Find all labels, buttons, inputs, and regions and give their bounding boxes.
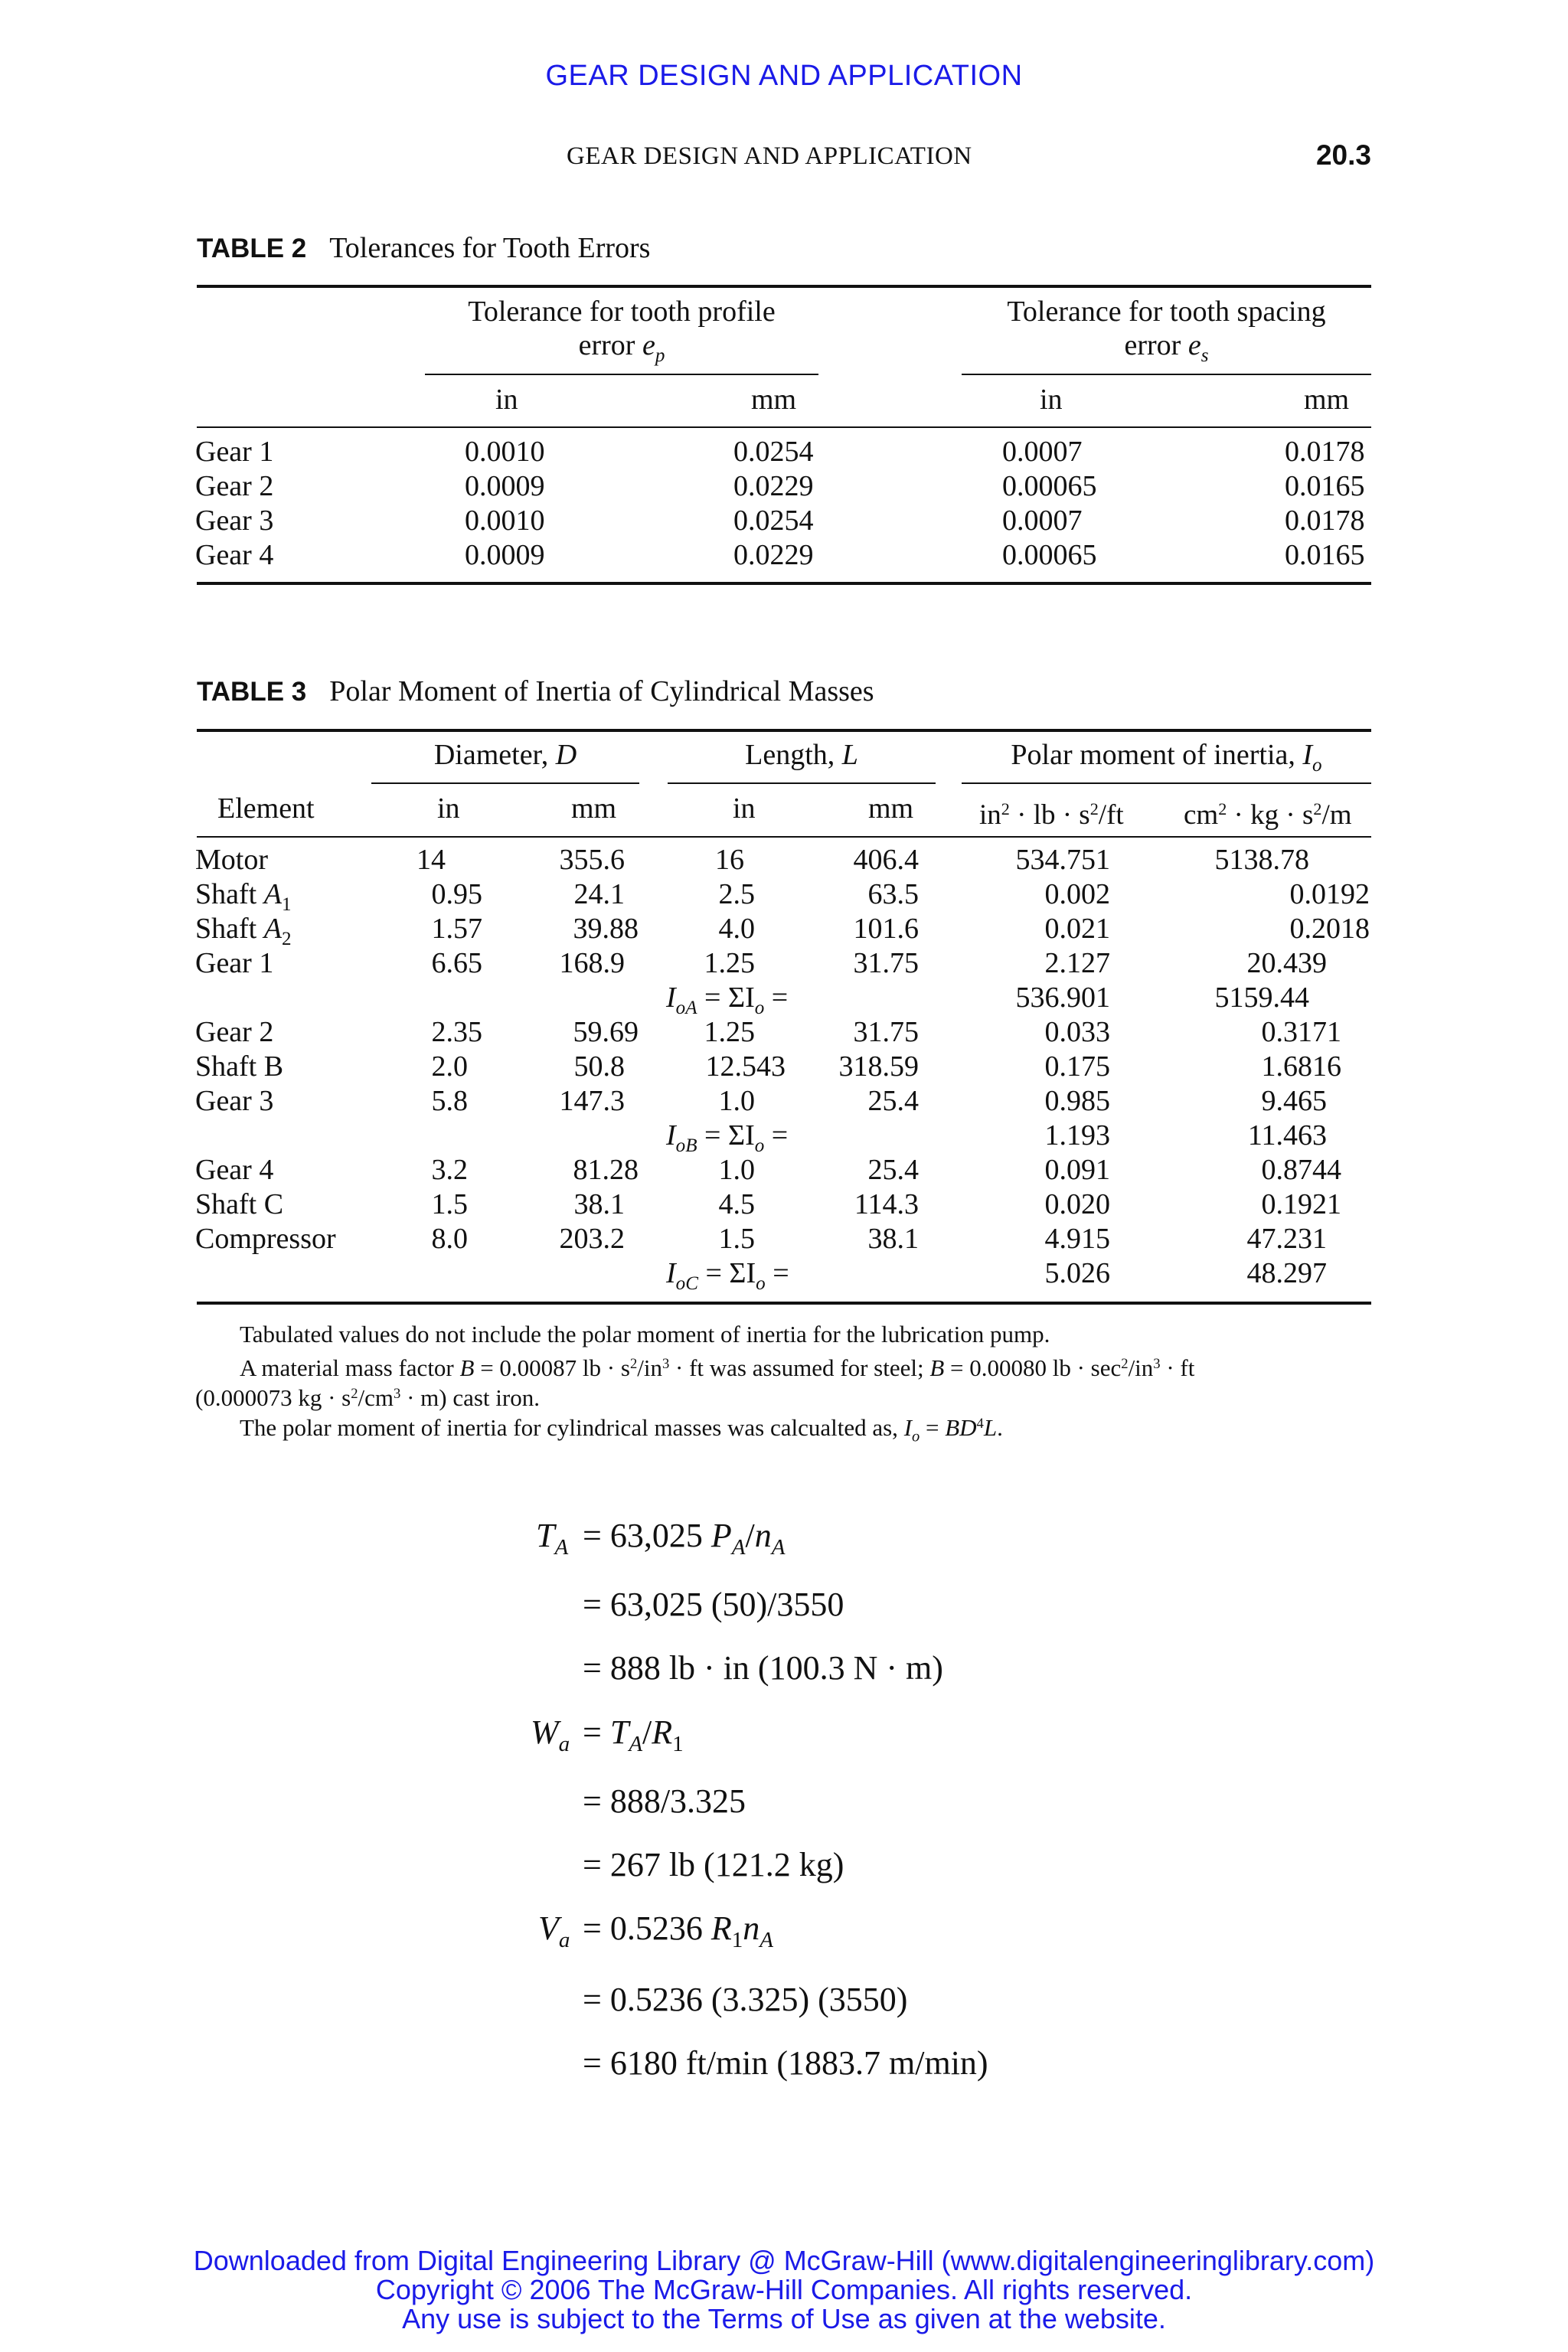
table2-row-label: Gear 1 — [195, 436, 274, 468]
table3-cell: 1.6816 — [1261, 1050, 1341, 1083]
table3-bottom-rule — [197, 1302, 1371, 1305]
table3-unit-si — [1184, 792, 1352, 832]
table3-cell: 0.020 — [1044, 1188, 1110, 1220]
table3-cell: 16 — [715, 844, 744, 876]
sum-subscript: oA — [675, 997, 697, 1018]
table2-unit-mm-2: mm — [1304, 384, 1350, 416]
note-text: A material mass factor — [240, 1354, 460, 1382]
table3-cell: 0.091 — [1044, 1154, 1110, 1186]
eq-subscript: A — [554, 1535, 569, 1560]
table3-label: TABLE 3 — [197, 677, 307, 707]
table3-cell: 47.231 — [1246, 1223, 1327, 1255]
table3-element: Gear 3 — [195, 1085, 274, 1117]
table2-group-spacing-subscript: s — [1200, 345, 1209, 366]
eq-symbol: R — [652, 1713, 673, 1751]
page-number: 20.3 — [1315, 139, 1371, 171]
note-text: = 0.00080 lb · sec — [944, 1354, 1122, 1382]
table3-cell: 0.0192 — [1289, 878, 1370, 910]
table2-cell: 0.00065 — [1002, 470, 1097, 502]
table2-bottom-rule — [197, 582, 1371, 585]
table3-note-3 — [195, 1379, 540, 1413]
unit-sup: 2 — [1218, 799, 1227, 818]
table2-group-spacing-symbol: e — [1187, 329, 1201, 361]
unit-sup: 2 — [1089, 799, 1099, 818]
table3-cell: 0.175 — [1044, 1050, 1110, 1083]
eq-subscript: A — [760, 1928, 773, 1953]
table3-cell: 63.5 — [867, 878, 919, 910]
table2-group-spacing-line2 — [962, 328, 1371, 373]
unit-text: cm — [1184, 799, 1219, 831]
table2-cell: 0.0010 — [465, 505, 545, 537]
table3-title: Polar Moment of Inertia of Cylindrical Masses — [329, 675, 874, 707]
equation-va-line-3: = 6180 ft/min (1883.7 m/min) — [583, 2044, 988, 2082]
footer-download-link[interactable]: Downloaded from Digital Engineering Library @ McGraw-Hill (www.digitalengineeringlibrary.com) — [193, 2245, 1375, 2276]
table3-cell: 4.5 — [718, 1188, 755, 1220]
table3-cell: 2.127 — [1044, 947, 1110, 979]
table3-group-length-symbol: L — [841, 739, 858, 771]
table3-cell: 24.1 — [573, 878, 625, 910]
table3-cell: 1.193 — [1044, 1119, 1110, 1152]
note-subscript: o — [912, 1428, 920, 1446]
running-head: GEAR DESIGN AND APPLICATION — [567, 142, 972, 170]
table2-group-profile-line1: Tolerance for tooth profile — [468, 296, 776, 328]
note-sup: 2 — [629, 1356, 638, 1372]
sum-equation-tail: = — [764, 1119, 789, 1152]
note-symbol: BD — [945, 1414, 977, 1442]
table3-cell: 81.28 — [573, 1154, 639, 1186]
note-text: . — [997, 1414, 1003, 1442]
table3-cell: 20.439 — [1246, 947, 1327, 979]
table3-cell: 0.2018 — [1289, 913, 1370, 945]
table3-group-length — [668, 738, 936, 773]
table3-sum-label — [666, 1256, 789, 1301]
table3-cell: 5138.78 — [1214, 844, 1309, 876]
unit-text: /m — [1321, 799, 1352, 831]
top-link[interactable]: GEAR DESIGN AND APPLICATION — [545, 60, 1023, 92]
equation-va-lhs — [538, 1909, 570, 1959]
table3-group-inertia-rule — [962, 782, 1371, 784]
table3-element: Shaft C — [195, 1188, 284, 1220]
table2-cell: 0.0165 — [1285, 539, 1365, 571]
table3-cell: 48.297 — [1246, 1257, 1327, 1289]
unit-text: · lb · s — [1009, 799, 1090, 831]
eq-subscript: a — [558, 1732, 570, 1757]
equation-va-line-2: = 0.5236 (3.325) (3550) — [583, 1981, 908, 2018]
table2-group-profile-text: error — [578, 329, 642, 361]
table3-cell: 38.1 — [573, 1188, 625, 1220]
sum-equation: = ΣI — [697, 1119, 755, 1152]
eq-symbol: T — [609, 1713, 629, 1751]
table3-cell: 5.8 — [431, 1085, 468, 1117]
table2-cell: 0.0229 — [733, 539, 814, 571]
equation-wa-line-3: = 267 lb (121.2 kg) — [583, 1846, 844, 1883]
eq-symbol: T — [536, 1517, 555, 1554]
table3-group-diameter-rule — [371, 782, 639, 784]
table2-cell: 0.0007 — [1002, 505, 1083, 537]
table2-row-label: Gear 4 — [195, 539, 274, 571]
unit-text: · kg · s — [1227, 799, 1314, 831]
table3-group-diameter-text: Diameter, — [433, 739, 556, 771]
table2-unit-mm-1: mm — [751, 384, 797, 416]
note-symbol: L — [983, 1414, 998, 1442]
table2-cell: 0.0009 — [465, 539, 545, 571]
note-text: · ft was assumed for steel; — [669, 1354, 930, 1382]
table3-unit-d-mm: mm — [571, 792, 617, 825]
element-text: Shaft — [195, 913, 264, 945]
table3-cell: 5.026 — [1044, 1257, 1110, 1289]
table3-note-4 — [240, 1409, 1003, 1452]
element-subscript: 1 — [281, 893, 292, 915]
table2-cell: 0.0178 — [1285, 505, 1365, 537]
sum-equation: = ΣI — [697, 982, 755, 1014]
table3-cell: 2.35 — [431, 1016, 482, 1048]
table3-cell: 2.5 — [718, 878, 755, 910]
table3-cell: 25.4 — [867, 1085, 919, 1117]
table2-group-profile — [425, 295, 818, 373]
table3-header-rule — [197, 836, 1371, 838]
table3-cell: 1.5 — [431, 1188, 468, 1220]
eq-text: = 0.5236 — [583, 1909, 711, 1947]
table3-cell: 534.751 — [1015, 844, 1110, 876]
equation-ta-line-3: = 888 lb · in (100.3 N · m) — [583, 1649, 943, 1687]
table3-cell: 355.6 — [559, 844, 625, 876]
table3-cell: 0.95 — [431, 878, 482, 910]
note-sup: 3 — [394, 1386, 401, 1402]
table2-title: Tolerances for Tooth Errors — [329, 232, 651, 264]
eq-subscript: A — [771, 1535, 786, 1560]
table2-header-rule — [197, 426, 1371, 428]
table3-cell: 0.8744 — [1261, 1154, 1341, 1186]
eq-text: / — [745, 1517, 755, 1554]
table3-group-length-text: Length, — [745, 739, 842, 771]
sum-equation-subscript: o — [754, 997, 765, 1018]
table3-cell: 318.59 — [838, 1050, 919, 1083]
eq-subscript: A — [629, 1732, 643, 1757]
table3-cell: 0.021 — [1044, 913, 1110, 945]
table3-note-2 — [240, 1349, 1194, 1383]
table3-group-inertia-symbol: I — [1302, 739, 1313, 771]
note-symbol: I — [903, 1414, 913, 1442]
note-text: = — [920, 1414, 946, 1442]
note-text: = 0.00087 lb · s — [474, 1354, 630, 1382]
element-text: Shaft — [195, 878, 264, 910]
note-symbol: B — [929, 1354, 945, 1382]
note-text: (0.000073 kg · s — [195, 1384, 351, 1412]
eq-symbol: n — [754, 1517, 772, 1554]
sum-subscript: oC — [675, 1272, 698, 1294]
table2-cell: 0.0007 — [1002, 436, 1083, 468]
table3-cell: 536.901 — [1015, 982, 1110, 1014]
table2-group-spacing-line1: Tolerance for tooth spacing — [1007, 296, 1326, 328]
sum-equation: = ΣI — [697, 1257, 756, 1289]
equation-wa-lhs — [531, 1713, 570, 1763]
table3-cell: 406.4 — [853, 844, 919, 876]
table2-group-spacing-rule — [962, 374, 1371, 375]
table3-group-inertia-subscript: o — [1312, 754, 1322, 776]
table2-top-rule — [197, 285, 1371, 288]
table3-cell: 0.002 — [1044, 878, 1110, 910]
table3-cell: 1.57 — [431, 913, 482, 945]
sum-symbol: I — [666, 982, 676, 1014]
element-subscript: 2 — [281, 928, 292, 949]
element-symbol: A — [263, 878, 282, 910]
table3-cell: 2.0 — [431, 1050, 468, 1083]
sum-equation-subscript: o — [756, 1272, 766, 1294]
table3-cell: 1.0 — [718, 1154, 755, 1186]
table3-cell: 0.3171 — [1261, 1016, 1341, 1048]
table3-cell: 9.465 — [1261, 1085, 1327, 1117]
note-sup: 3 — [662, 1356, 670, 1372]
table3-caption — [197, 675, 874, 708]
table2-unit-in-2: in — [1040, 384, 1063, 416]
eq-text: = — [583, 1713, 610, 1751]
table2-cell: 0.0165 — [1285, 470, 1365, 502]
footer-copyright: Copyright © 2006 The McGraw-Hill Companies. All rights reserved. — [375, 2274, 1193, 2305]
table3-cell: 50.8 — [573, 1050, 625, 1083]
table3-top-rule — [197, 729, 1371, 732]
unit-text: /ft — [1098, 799, 1124, 831]
equation-va-line-1 — [583, 1909, 773, 1959]
table3-unit-imperial — [979, 792, 1124, 832]
table3-unit-l-in: in — [733, 792, 756, 825]
note-text: /in — [637, 1354, 662, 1382]
table3-unit-l-mm: mm — [868, 792, 914, 825]
table3-cell: 101.6 — [853, 913, 919, 945]
table3-cell: 31.75 — [853, 1016, 919, 1048]
eq-subscript: 1 — [731, 1928, 743, 1953]
table3-cell: 6.65 — [431, 947, 482, 979]
eq-symbol: n — [743, 1909, 760, 1947]
table3-cell: 4.0 — [718, 913, 755, 945]
table3-element: Motor — [195, 844, 268, 876]
note-sup: 4 — [976, 1416, 984, 1432]
table3-group-inertia-text: Polar moment of inertia, — [1011, 739, 1303, 771]
unit-sup: 2 — [1001, 799, 1010, 818]
table3-cell: 14 — [416, 844, 446, 876]
note-text: The polar moment of inertia for cylindrical masses was calcualted as, — [240, 1414, 904, 1442]
table3-element: Gear 4 — [195, 1154, 274, 1186]
table2-group-profile-symbol: e — [642, 329, 655, 361]
note-sup: 2 — [351, 1386, 358, 1402]
sum-symbol: I — [666, 1119, 676, 1152]
table2-row-label: Gear 3 — [195, 505, 274, 537]
table3-cell: 12.543 — [705, 1050, 786, 1083]
note-sup: 2 — [1121, 1356, 1129, 1372]
table3-cell: 38.1 — [867, 1223, 919, 1255]
eq-text: / — [642, 1713, 652, 1751]
sum-equation-tail: = — [765, 1257, 789, 1289]
note-sup: 3 — [1153, 1356, 1161, 1372]
eq-subscript: a — [558, 1928, 570, 1953]
table3-cell: 39.88 — [573, 913, 639, 945]
eq-symbol: R — [710, 1909, 732, 1947]
sum-equation-tail: = — [764, 982, 789, 1014]
table2-group-spacing-text: error — [1124, 329, 1188, 361]
table2-unit-in-1: in — [495, 384, 518, 416]
table3-cell: 3.2 — [431, 1154, 468, 1186]
table2-group-profile-subscript: p — [655, 345, 665, 366]
table3-element: Shaft B — [195, 1050, 284, 1083]
table3-group-inertia — [962, 738, 1371, 782]
eq-symbol: W — [531, 1713, 559, 1751]
table3-cell: 11.463 — [1247, 1119, 1327, 1152]
table3-cell: 1.25 — [704, 1016, 755, 1048]
table2-label: TABLE 2 — [197, 234, 307, 263]
table3-unit-d-in: in — [437, 792, 460, 825]
table3-cell: 1.5 — [718, 1223, 755, 1255]
table2-cell: 0.0178 — [1285, 436, 1365, 468]
table2-group-spacing — [962, 295, 1371, 373]
note-text: · m) cast iron. — [400, 1384, 540, 1412]
table3-cell: 0.1921 — [1261, 1188, 1341, 1220]
table2-cell: 0.0229 — [733, 470, 814, 502]
table3-cell: 168.9 — [559, 947, 625, 979]
element-symbol: A — [263, 913, 282, 945]
eq-symbol: V — [538, 1909, 559, 1947]
sum-equation-subscript: o — [754, 1135, 765, 1156]
equation-ta-line-1 — [583, 1517, 785, 1566]
note-symbol: B — [459, 1354, 475, 1382]
table3-cell: 0.985 — [1044, 1085, 1110, 1117]
note-text: /in — [1128, 1354, 1154, 1382]
equation-ta-line-2: = 63,025 (50)/3550 — [583, 1586, 844, 1623]
table3-cell: 1.25 — [704, 947, 755, 979]
table3-cell: 147.3 — [559, 1085, 625, 1117]
unit-text: in — [979, 799, 1001, 831]
eq-subscript: 1 — [672, 1732, 684, 1757]
table3-group-diameter-symbol: D — [555, 739, 577, 771]
table3-cell: 114.3 — [854, 1188, 919, 1220]
table3-cell: 8.0 — [431, 1223, 468, 1255]
table2-cell: 0.0010 — [465, 436, 545, 468]
equation-wa-line-1 — [583, 1713, 684, 1763]
table3-note-1: Tabulated values do not include the polar moment of inertia for the lubrication pump. — [240, 1321, 1050, 1348]
table3-group-diameter — [371, 738, 639, 773]
note-text: · ft — [1160, 1354, 1195, 1382]
table3-cell: 5159.44 — [1214, 982, 1309, 1014]
table3-cell: 25.4 — [867, 1154, 919, 1186]
equation-ta-lhs — [536, 1517, 568, 1566]
table2-cell: 0.0009 — [465, 470, 545, 502]
table3-cell: 59.69 — [573, 1016, 639, 1048]
footer-terms-link[interactable]: Any use is subject to the Terms of Use as given at the website. — [402, 2303, 1166, 2334]
table2-cell: 0.0254 — [733, 436, 814, 468]
footer — [0, 2246, 1568, 2334]
equation-wa-line-2: = 888/3.325 — [583, 1782, 746, 1820]
table3-element: Gear 1 — [195, 947, 274, 979]
note-text: /cm — [358, 1384, 394, 1412]
table2-cell: 0.0254 — [733, 505, 814, 537]
table3-cell: 203.2 — [559, 1223, 625, 1255]
table2-caption — [197, 231, 650, 265]
table3-element: Gear 2 — [195, 1016, 274, 1048]
sum-subscript: oB — [675, 1135, 697, 1156]
table2-group-profile-rule — [425, 374, 818, 375]
unit-sup: 2 — [1313, 799, 1322, 818]
table3-element-header: Element — [217, 792, 315, 825]
eq-text: = 63,025 — [583, 1517, 711, 1554]
table2-row-label: Gear 2 — [195, 470, 274, 502]
table2-group-profile-line2 — [425, 328, 818, 373]
table3-element: Compressor — [195, 1223, 336, 1255]
eq-symbol: P — [710, 1517, 732, 1554]
table3-group-length-rule — [668, 782, 936, 784]
table3-cell: 0.033 — [1044, 1016, 1110, 1048]
sum-symbol: I — [666, 1257, 676, 1289]
table3-cell: 31.75 — [853, 947, 919, 979]
table2-cell: 0.00065 — [1002, 539, 1097, 571]
table3-cell: 1.0 — [718, 1085, 755, 1117]
table3-cell: 4.915 — [1044, 1223, 1110, 1255]
eq-subscript: A — [731, 1535, 746, 1560]
